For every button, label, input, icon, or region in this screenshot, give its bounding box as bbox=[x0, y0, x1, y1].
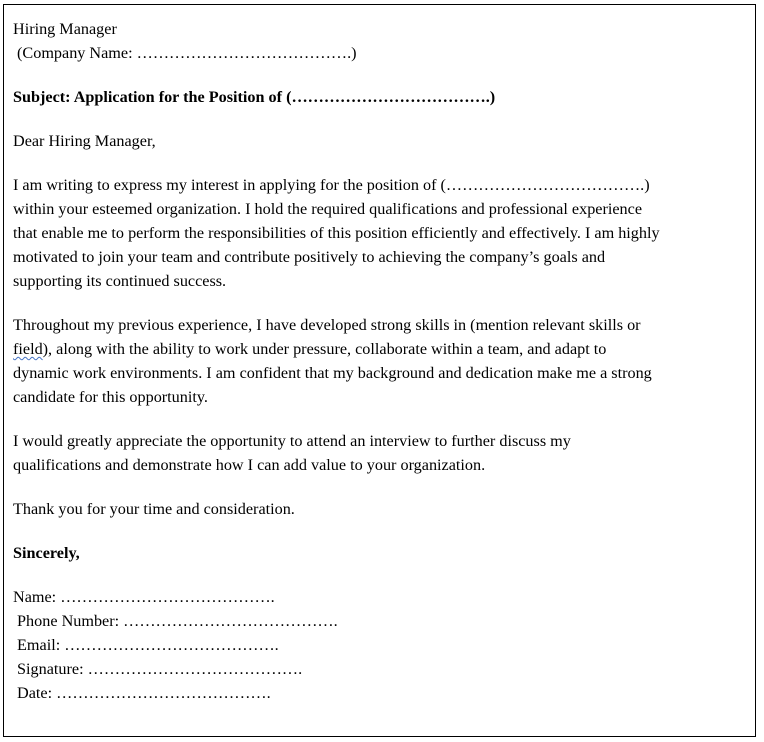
salutation: Dear Hiring Manager, bbox=[13, 132, 156, 150]
paragraph-line: Throughout my previous experience, I have developed strong skills in (mention relevant skills or bbox=[13, 316, 641, 334]
paragraph-line: dynamic work environments. I am confident that my background and dedication make me a strong bbox=[13, 364, 652, 382]
thanks-line: Thank you for your time and consideration. bbox=[13, 500, 295, 518]
subject-line: Subject: Application for the Position of (……………………………….) bbox=[13, 88, 496, 106]
paragraph-line: that enable me to perform the responsibilities of this position efficiently and effectively. I am highly bbox=[13, 224, 660, 242]
paragraph-line: candidate for this opportunity. bbox=[13, 388, 208, 406]
paragraph-line-rest: ), along with the ability to work under pressure, collaborate within a team, and adapt to bbox=[42, 340, 607, 358]
paragraph-line: motivated to join your team and contribute positively to achieving the company’s goals and bbox=[13, 248, 606, 266]
email-field: Email: …………………………………. bbox=[13, 636, 279, 654]
closing: Sincerely, bbox=[13, 544, 80, 562]
phone-number-field: Phone Number: …………………………………. bbox=[13, 612, 338, 630]
paragraph-3 bbox=[13, 429, 748, 477]
paragraph-line bbox=[13, 337, 748, 361]
name-field: Name: …………………………………. bbox=[13, 588, 275, 606]
paragraph-line: I would greatly appreciate the opportunity to attend an interview to further discuss my bbox=[13, 432, 571, 450]
paragraph-1 bbox=[13, 173, 748, 293]
letter-frame bbox=[3, 4, 756, 737]
company-name-line: (Company Name: ………………………………….) bbox=[13, 44, 357, 62]
signature-fields bbox=[13, 585, 748, 705]
signature-field: Signature: …………………………………. bbox=[13, 660, 303, 678]
cover-letter bbox=[13, 17, 748, 705]
recipient: Hiring Manager bbox=[13, 20, 117, 38]
spellcheck-underlined-word[interactable]: field bbox=[13, 340, 43, 358]
paragraph-line: supporting its continued success. bbox=[13, 272, 227, 290]
paragraph-line: I am writing to express my interest in applying for the position of (……………………………….) bbox=[13, 176, 650, 194]
paragraph-2 bbox=[13, 313, 748, 409]
date-field: Date: …………………………………. bbox=[13, 684, 271, 702]
paragraph-line: within your esteemed organization. I hold the required qualifications and professional experience bbox=[13, 200, 643, 218]
paragraph-line: qualifications and demonstrate how I can add value to your organization. bbox=[13, 456, 486, 474]
